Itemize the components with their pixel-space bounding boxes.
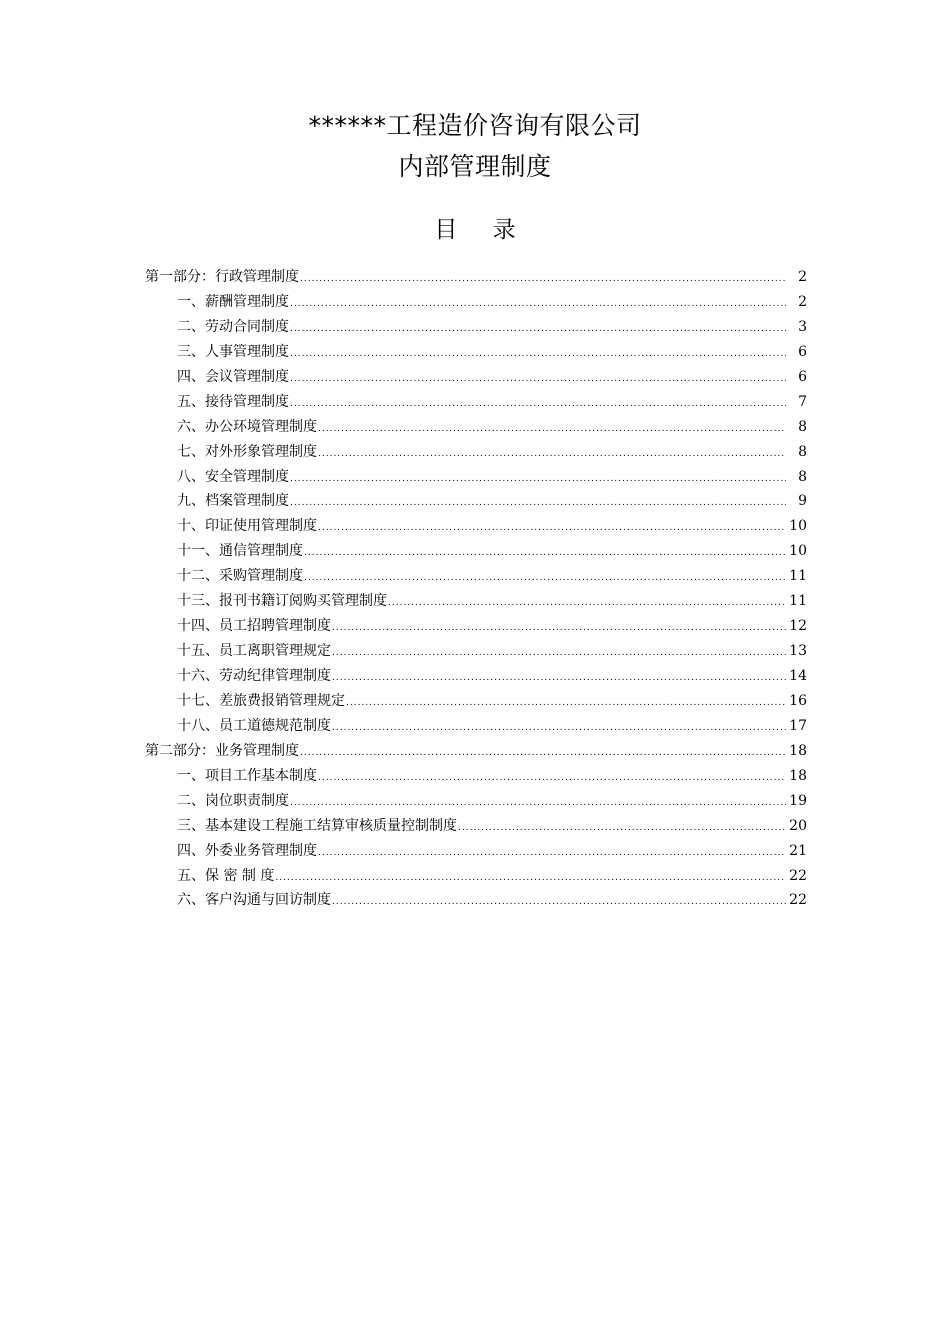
toc-entry-label: 二、岗位职责制度 [177, 792, 289, 809]
toc-dot-leader [290, 342, 786, 367]
toc-entry[interactable] [145, 564, 807, 589]
toc-dot-leader [332, 641, 786, 666]
toc-entry-label: 第一部分：行政管理制度 [145, 269, 299, 285]
toc-dot-leader [300, 741, 786, 766]
toc-entry-label: 十七、差旅费报销管理规定 [177, 692, 345, 709]
toc-section-entry[interactable] [145, 739, 807, 764]
toc-section-entry[interactable] [145, 265, 807, 290]
toc-dot-leader [318, 766, 786, 791]
toc-entry-label: 三、基本建设工程施工结算审核质量控制制度 [177, 817, 457, 834]
toc-entry-label: 第二部分：业务管理制度 [145, 742, 299, 759]
toc-entry-page-number: 10 [789, 543, 807, 560]
toc-entry-label: 四、外委业务管理制度 [177, 842, 317, 859]
toc-dot-leader [300, 267, 786, 292]
toc-heading: 目 录 [434, 217, 530, 243]
toc-entry-page-number: 9 [798, 493, 807, 510]
toc-entry[interactable] [145, 465, 807, 490]
toc-entry-label: 十五、员工离职管理规定 [177, 643, 331, 660]
toc-dot-leader [332, 716, 786, 741]
toc-entry[interactable] [145, 589, 807, 614]
toc-entry[interactable] [145, 814, 807, 839]
toc-entry-page-number: 6 [798, 368, 807, 385]
toc-entry-label: 七、对外形象管理制度 [177, 443, 317, 460]
toc-dot-leader [332, 666, 786, 691]
toc-entry-label: 六、办公环境管理制度 [177, 418, 317, 435]
document-title: ******工程造价咨询有限公司 [308, 111, 642, 140]
toc-entry-label: 三、人事管理制度 [177, 343, 289, 360]
toc-entry-page-number: 16 [789, 692, 807, 709]
toc-dot-leader [458, 816, 786, 841]
toc-dot-leader [304, 541, 786, 566]
toc-dot-leader [318, 516, 786, 541]
toc-entry-page-number: 3 [798, 318, 807, 335]
toc-entry-page-number: 11 [789, 593, 807, 610]
toc-entry[interactable] [145, 614, 807, 639]
toc-dot-leader [290, 467, 786, 492]
toc-dot-leader [290, 392, 786, 417]
toc-entry-label: 五、保 密 制 度 [177, 867, 275, 884]
toc-dot-leader [290, 292, 786, 317]
toc-entry-page-number: 18 [789, 742, 807, 759]
toc-dot-leader [346, 691, 786, 716]
toc-entry-page-number: 7 [798, 393, 807, 410]
toc-entry-page-number: 18 [789, 767, 807, 784]
toc-entry-label: 四、会议管理制度 [177, 368, 289, 385]
document-subtitle: 内部管理制度 [398, 152, 552, 181]
toc-entry-page-number: 2 [798, 293, 807, 310]
toc-entry[interactable] [145, 390, 807, 415]
toc-entry-label: 二、劳动合同制度 [177, 318, 289, 335]
toc-entry-page-number: 10 [789, 518, 807, 535]
toc-dot-leader [275, 866, 786, 891]
toc-entry-page-number: 2 [798, 269, 807, 285]
toc-entry-page-number: 13 [789, 643, 807, 660]
toc-entry-page-number: 8 [798, 468, 807, 485]
toc-entry[interactable] [145, 714, 807, 739]
toc-entry[interactable] [145, 539, 807, 564]
toc-dot-leader [290, 367, 786, 392]
toc-entry-page-number: 11 [789, 568, 807, 585]
toc-entry-page-number: 8 [798, 443, 807, 460]
toc-entry-label: 一、项目工作基本制度 [177, 767, 317, 784]
toc-dot-leader [318, 417, 786, 442]
toc-entry-label: 一、薪酬管理制度 [177, 293, 289, 310]
toc-entry-label: 十四、员工招聘管理制度 [177, 618, 331, 635]
toc-entry-page-number: 17 [789, 717, 807, 734]
toc-dot-leader [388, 591, 786, 616]
table-of-contents [145, 265, 807, 913]
toc-dot-leader [318, 841, 786, 866]
toc-entry[interactable] [145, 514, 807, 539]
toc-entry[interactable] [145, 864, 807, 889]
toc-entry-label: 十三、报刊书籍订阅购买管理制度 [177, 593, 387, 610]
toc-entry[interactable] [145, 290, 807, 315]
toc-entry-page-number: 19 [789, 792, 807, 809]
toc-entry[interactable] [145, 440, 807, 465]
toc-entry-label: 十六、劳动纪律管理制度 [177, 668, 331, 684]
toc-dot-leader [290, 317, 786, 342]
toc-entry-label: 十八、员工道德规范制度 [177, 717, 331, 734]
toc-entry[interactable] [145, 365, 807, 390]
toc-entry-page-number: 8 [798, 418, 807, 435]
toc-dot-leader [290, 791, 786, 816]
toc-dot-leader [332, 890, 786, 915]
toc-entry-page-number: 21 [789, 842, 807, 859]
toc-entry-page-number: 6 [798, 343, 807, 360]
toc-dot-leader [318, 442, 786, 467]
toc-entry-page-number: 12 [789, 618, 807, 635]
toc-entry-label: 十一、通信管理制度 [177, 543, 303, 560]
toc-entry[interactable] [145, 415, 807, 440]
toc-entry-page-number: 20 [789, 817, 807, 834]
toc-entry-label: 十、印证使用管理制度 [177, 518, 317, 535]
toc-entry-page-number: 22 [789, 892, 807, 909]
toc-entry-label: 六、客户沟通与回访制度 [177, 892, 331, 909]
toc-entry[interactable] [145, 764, 807, 789]
toc-dot-leader [304, 566, 786, 591]
toc-entry-page-number: 14 [789, 668, 807, 684]
toc-entry[interactable] [145, 839, 807, 864]
toc-entry[interactable] [145, 315, 807, 340]
toc-entry-label: 十二、采购管理制度 [177, 568, 303, 585]
toc-entry-label: 八、安全管理制度 [177, 468, 289, 485]
toc-entry[interactable] [145, 340, 807, 365]
toc-dot-leader [332, 616, 786, 641]
toc-entry[interactable] [145, 489, 807, 514]
toc-dot-leader [290, 491, 786, 516]
toc-entry[interactable] [145, 789, 807, 814]
toc-entry-label: 五、接待管理制度 [177, 393, 289, 410]
toc-entry[interactable] [145, 888, 807, 913]
toc-entry-label: 九、档案管理制度 [177, 493, 289, 510]
toc-entry-page-number: 22 [789, 867, 807, 884]
toc-entry[interactable] [145, 664, 807, 689]
toc-entry[interactable] [145, 689, 807, 714]
toc-entry[interactable] [145, 639, 807, 664]
